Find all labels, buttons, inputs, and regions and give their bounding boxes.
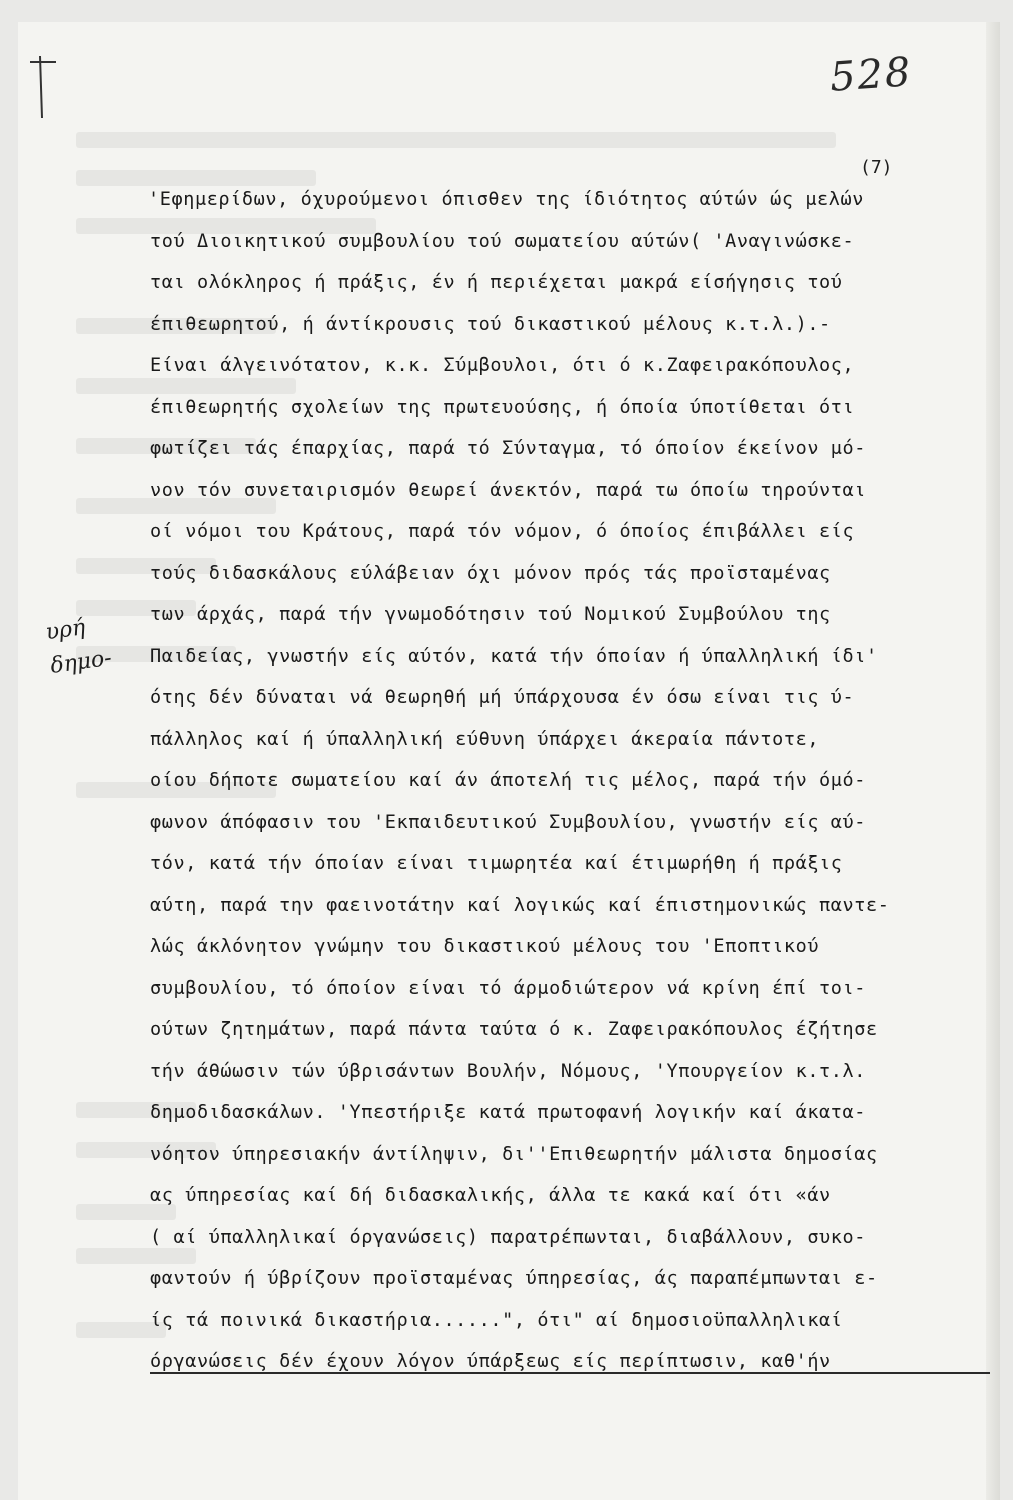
- binding-mark-icon: [26, 52, 60, 122]
- text-line: τήν άθώωσιν τών ύβρισάντων Βουλήν, Νόμους, 'Υπουργείον κ.τ.λ.: [150, 1060, 867, 1082]
- text-line: τούς διδασκάλους εύλάβειαν όχι μόνον πρός τάς προϊσταμένας: [150, 562, 831, 584]
- text-line: νον τόν συνεταιρισμόν θεωρεί άνεκτόν, παρά τω όποίω τηρούνται: [150, 479, 867, 501]
- text-line: λώς άκλόνητον γνώμην του δικαστικού μέλους του 'Εποπτικού: [150, 936, 820, 957]
- text-line: έπιθεωρητής σχολείων της πρωτευούσης, ή όποία ύποτίθεται ότι: [150, 396, 855, 418]
- text-line: ας ύπηρεσίας καί δή διδασκαλικής, άλλα τε κακά καί ότι «άν: [150, 1185, 831, 1206]
- text-line: συμβουλίου, τό όποίον είναι τό άρμοδιώτερον νά κρίνη έπί τοι-: [150, 977, 867, 999]
- text-line: ούτων ζητημάτων, παρά πάντα ταύτα ό κ. Ζαφειρακόπουλος έζήτησε: [150, 1019, 878, 1040]
- text-line: αύτη, παρά την φαεινοτάτην καί λογικώς καί έπιστημονικώς παντε-: [150, 894, 890, 916]
- text-line: ται ολόκληρος ή πράξις, έν ή περιέχεται μακρά είσήγησις τού: [150, 272, 843, 293]
- text-line: Είναι άλγεινότατον, κ.κ. Σύμβουλοι, ότι ό κ.Ζαφειρακόπουλος,: [150, 355, 855, 376]
- page-edge-shadow: [986, 22, 1000, 1500]
- text-line: φαντούν ή ύβρίζουν προϊσταμένας ύπηρεσίας, άς παραπέμπωνται ε-: [150, 1268, 878, 1289]
- text-line: ( αί ύπαλληλικαί όργανώσεις) παρατρέπωνται, διαβάλλουν, συκο-: [150, 1226, 867, 1248]
- text-line: οίου δήποτε σωματείου καί άν άποτελή τις μέλος, παρά τήν όμό-: [150, 770, 867, 791]
- text-line: οί νόμοι του Κράτους, παρά τόν νόμον, ό όποίος έπιβάλλει είς: [150, 521, 855, 542]
- text-line: τού Διοικητικού συμβουλίου τού σωματείου αύτών( 'Αναγινώσκε-: [150, 230, 855, 252]
- text-line: φωνον άπόφασιν του 'Εκπαιδευτικού Συμβουλίου, γνωστήν είς αύ-: [150, 811, 867, 833]
- text-line: όργανώσεις δέν έχουν λόγον ύπάρξεως είς περίπτωσιν, καθ'ήν: [150, 1351, 831, 1372]
- bleed-through-line: [76, 378, 296, 394]
- bleed-through-line: [76, 170, 316, 186]
- margin-note-line: υρή: [44, 615, 87, 646]
- text-line: των άρχάς, παρά τήν γνωμοδότησιν τού Νομικού Συμβούλου της: [150, 604, 831, 625]
- margin-note-line: δημο-: [48, 645, 114, 679]
- bleed-through-line: [76, 1248, 196, 1264]
- text-line: νόητον ύπηρεσιακήν άντίληψιν, δι''Επιθεωρητήν μάλιστα δημοσίας: [150, 1143, 878, 1165]
- folio-mark: 528: [828, 49, 914, 101]
- text-line: τόν, κατά τήν όποίαν είναι τιμωρητέα καί έτιμωρήθη ή πράξις: [150, 853, 843, 874]
- handwritten-underline: [150, 1372, 1000, 1374]
- bleed-through-line: [76, 132, 836, 148]
- text-line: ίς τά ποινικά δικαστήρια......", ότι" αί δημοσιοϋπαλληλικαί: [150, 1309, 843, 1331]
- text-line: 'Εφημερίδων, όχυρούμενοι όπισθεν της ίδιότητος αύτών ώς μελών: [148, 189, 865, 210]
- text-line: πάλληλος καί ή ύπαλληλική εύθυνη ύπάρχει άκεραία πάντοτε,: [150, 728, 820, 750]
- text-line: Παιδείας, γνωστήν είς αύτόν, κατά τήν όποίαν ή ύπαλληλική ίδι': [150, 645, 878, 667]
- text-line: έπιθεωρητού, ή άντίκρουσις τού δικαστικού μέλους κ.τ.λ.).-: [150, 313, 831, 335]
- text-line: ότης δέν δύναται νά θεωρηθή μή ύπάρχουσα έν όσω είναι τις ύ-: [150, 687, 855, 708]
- margin-note: [44, 608, 114, 684]
- document-page: [18, 22, 1000, 1500]
- text-line: δημοδιδασκάλων. 'Υπεστήριξε κατά πρωτοφανή λογικήν καί άκατα-: [150, 1102, 867, 1123]
- page-number: (7): [860, 157, 893, 178]
- text-line: φωτίζει τάς έπαρχίας, παρά τό Σύνταγμα, τό όποίον έκείνον μό-: [150, 438, 867, 459]
